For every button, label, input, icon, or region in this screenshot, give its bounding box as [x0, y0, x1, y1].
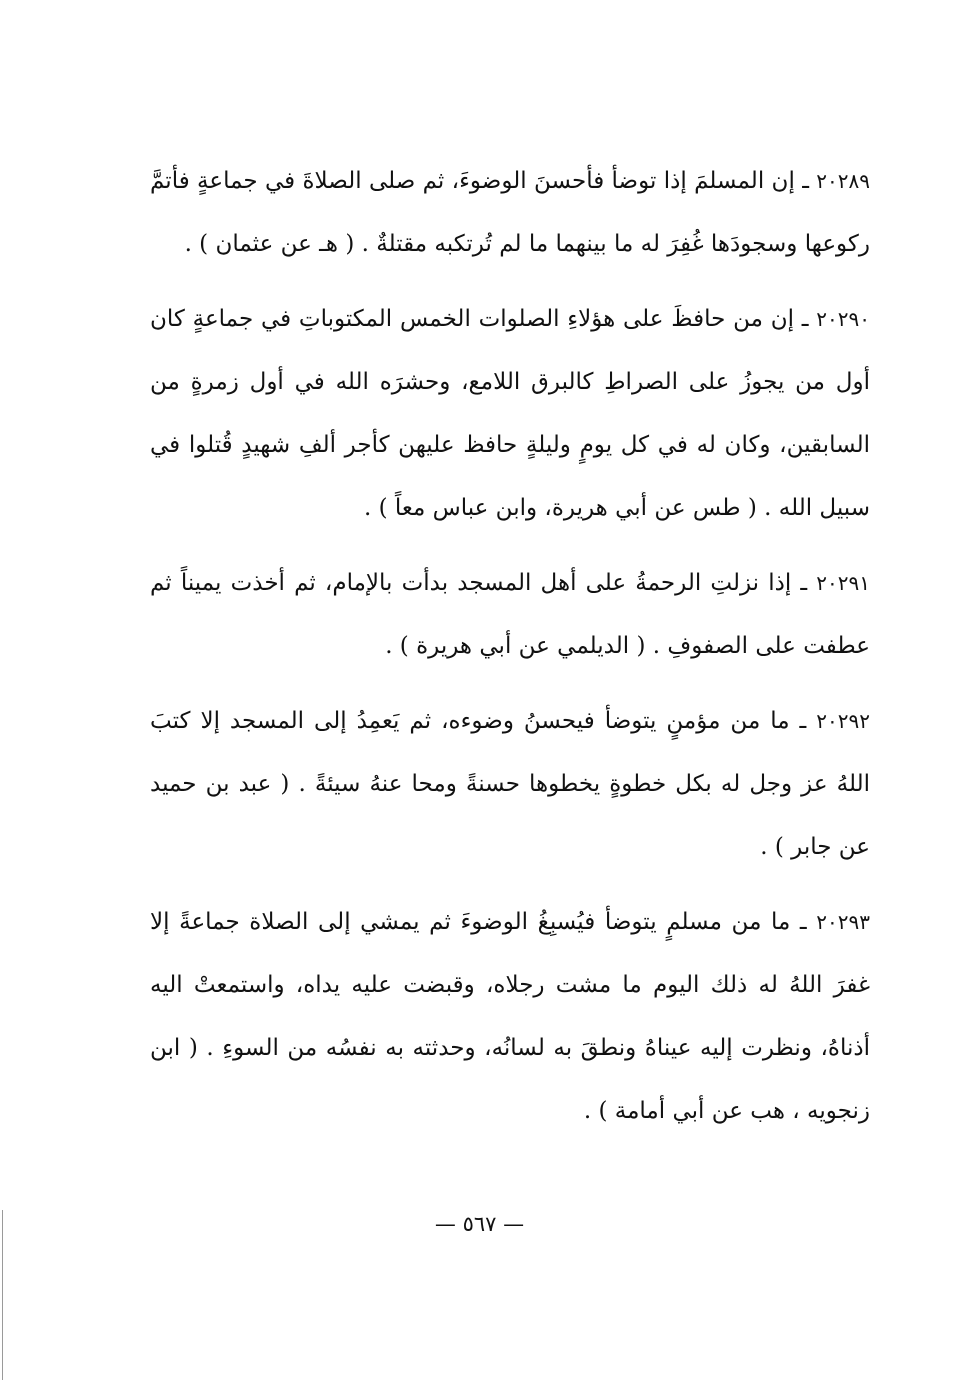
- hadith-text: ما من مسلمٍ يتوضأ فيُسبِغُ الوضوءَ ثم يمشي إلى الصلاة جماعةً إلا غفرَ اللهُ له ذلك اليوم ما مشت رجلاه، وقبضت عليه يداه، واستمعتْ اليه أذناهُ، ونظرت إليه عيناهُ ونطقَ به لسانُه، وحدثته به نفسُه من السوءِ .: [150, 909, 871, 1061]
- hadith-number: ٢٠٢٨٩: [816, 169, 871, 193]
- page-number: — ٥٦٧ —: [434, 1212, 525, 1236]
- hadith-source: ( ابن زنجويه ، هب عن أبي أمامة ) .: [150, 1035, 870, 1124]
- hadith-20293: [150, 891, 870, 1143]
- hadith-number: ٢٠٢٩٢: [816, 709, 870, 733]
- hadith-source: ( عبد بن حميد عن جابر ) .: [150, 771, 870, 860]
- hadith-20292: [150, 690, 870, 879]
- hadith-number: ٢٠٢٩١: [816, 571, 870, 595]
- hadith-source: ( الديلمي عن أبي هريرة ) .: [385, 633, 646, 659]
- hadith-separator: ـ: [794, 168, 809, 194]
- hadith-source: ( هـ عن عثمان ) .: [184, 231, 355, 257]
- hadith-separator: ـ: [790, 909, 807, 935]
- hadith-separator: ـ: [793, 306, 809, 332]
- hadith-20291: [150, 552, 870, 678]
- hadith-text: إذا نزلتِ الرحمةُ على أهل المسجد بدأت بالإمام، ثم أخذت يميناً ثم عطفت على الصفوفِ .: [150, 570, 870, 659]
- hadith-number: ٢٠٢٩٠: [816, 307, 870, 331]
- hadith-separator: ـ: [789, 708, 807, 734]
- hadith-source: ( طس عن أبي هريرة، وابن عباس معاً ) .: [363, 495, 757, 521]
- hadith-separator: ـ: [791, 570, 808, 596]
- hadith-text: إن من حافظَ على هؤلاءِ الصلوات الخمس المكتوباتِ في جماعةٍ كان أول من يجوزُ على الصراطِ كالبرق اللامع، وحشرَه الله في أول زمرةٍ من السابقين، وكان له في كل يومٍ وليلةٍ حافظ عليهن كأجر ألفِ شهيدٍ قُتلوا في سبيل الله .: [150, 306, 870, 521]
- page-body: [150, 150, 870, 1143]
- hadith-number: ٢٠٢٩٣: [816, 910, 870, 934]
- hadith-text: ما من مؤمنٍ يتوضأ فيحسنُ وضوءه، ثم يَعمِدُ إلى المسجد إلا كتبَ اللهُ عز وجل له بكل خطوةٍ يخطوها حسنةً ومحا عنهُ سيئةً .: [150, 708, 871, 797]
- hadith-20289: [150, 150, 870, 276]
- hadith-text: إن المسلمَ إذا توضأ فأحسنَ الوضوءَ، ثم صلى الصلاةَ في جماعةٍ فأتمَّ ركوعها وسجودَها غُفِرَ له ما بينهما ما لم تُرتكبه مقتلةٌ .: [150, 168, 870, 257]
- hadith-20290: [150, 288, 870, 540]
